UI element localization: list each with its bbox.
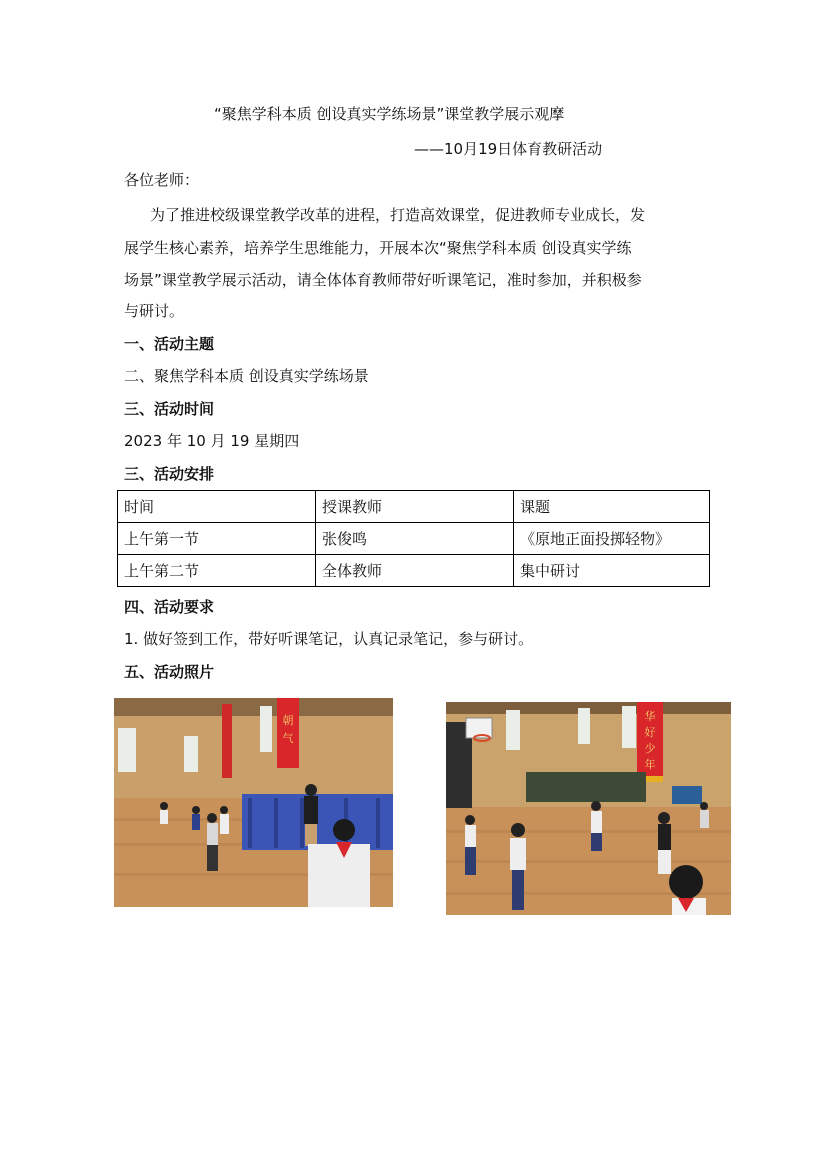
schedule-heading: 三、活动安排	[124, 465, 215, 483]
table-row	[118, 555, 710, 587]
theme-body: 二、聚焦学科本质 创设真实学练场景	[124, 367, 369, 385]
time-heading: 三、活动时间	[124, 400, 215, 418]
document-subtitle: ——10月19日体育教研活动	[414, 140, 603, 158]
banner-char: 年	[644, 758, 656, 771]
table-row	[118, 523, 710, 555]
time-body: 2023 年 10 月 19 星期四	[124, 432, 300, 450]
header-topic: 课题	[514, 491, 710, 523]
schedule-table	[117, 490, 710, 587]
banner-char: 朝	[282, 714, 294, 727]
table-header-row	[118, 491, 710, 523]
intro-line-4: 与研讨。	[124, 302, 185, 320]
table-cell: 全体教师	[316, 555, 514, 587]
requirements-heading: 四、活动要求	[124, 598, 215, 616]
intro-line-2: 展学生核心素养，培养学生思维能力，开展本次“聚焦学科本质 创设真实学练	[124, 239, 632, 257]
banner-char: 好	[644, 726, 656, 739]
theme-heading: 一、活动主题	[124, 335, 215, 353]
table-cell: 集中研讨	[514, 555, 710, 587]
activity-photo-2	[446, 702, 731, 915]
table-cell: 上午第一节	[118, 523, 316, 555]
table-cell: 张俊鸣	[316, 523, 514, 555]
requirements-body: 1. 做好签到工作，带好听课笔记，认真记录笔记，参与研讨。	[124, 630, 534, 648]
header-teacher: 授课教师	[316, 491, 514, 523]
banner-char: 少	[644, 742, 656, 755]
activity-photo-1	[114, 698, 393, 907]
table-cell: 上午第二节	[118, 555, 316, 587]
banner-char: 气	[282, 732, 294, 745]
intro-line-3: 场景”课堂教学展示活动，请全体体育教师带好听课笔记，准时参加，并积极参	[124, 271, 642, 289]
document-title: “聚焦学科本质 创设真实学练场景”课堂教学展示观摩	[214, 105, 565, 123]
header-time: 时间	[118, 491, 316, 523]
table-cell: 《原地正面投掷轻物》	[514, 523, 710, 555]
salutation: 各位老师：	[124, 171, 200, 189]
intro-line-1: 为了推进校级课堂教学改革的进程，打造高效课堂，促进教师专业成长，发	[150, 206, 646, 224]
photos-heading: 五、活动照片	[124, 663, 215, 681]
banner-char: 华	[644, 710, 656, 723]
